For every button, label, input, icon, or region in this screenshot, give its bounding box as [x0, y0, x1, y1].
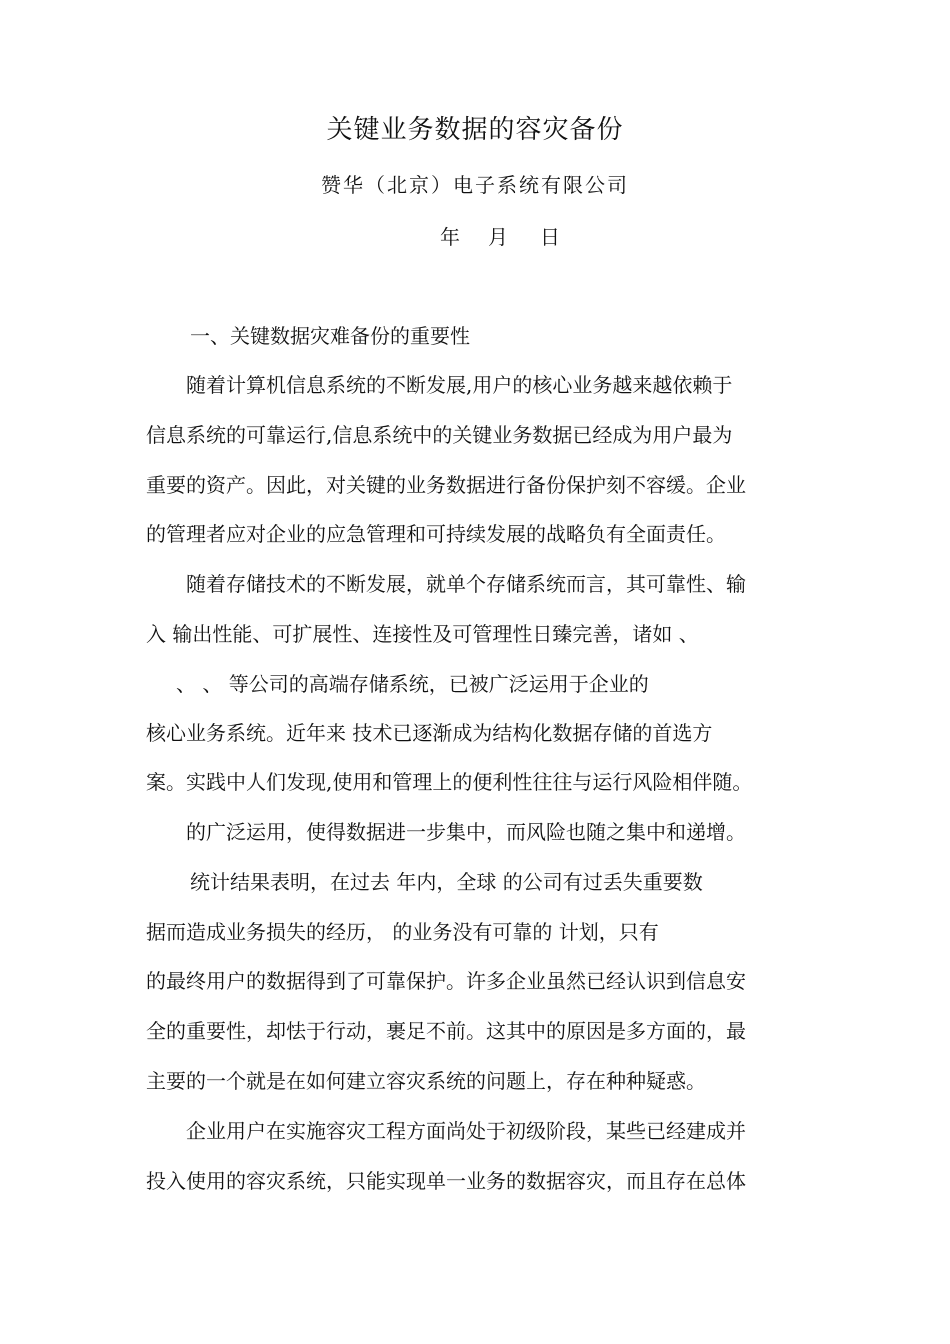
paragraph-line: 案。实践中人们发现,使用和管理上的便利性往往与运行风险相伴随。	[146, 770, 753, 794]
section-heading: 一、关键数据灾难备份的重要性	[190, 324, 470, 348]
date-day-label: 日	[540, 225, 560, 249]
paragraph-line: 全的重要性，却怯于行动，裹足不前。这其中的原因是多方面的，最	[146, 1019, 746, 1043]
paragraph-line: 入 输出性能、可扩展性、连接性及可管理性日臻完善，诸如 、	[146, 622, 699, 646]
date-year-label: 年	[440, 225, 460, 249]
paragraph-line: 随着存储技术的不断发展，就单个存储系统而言，其可靠性、输	[186, 572, 746, 596]
paragraph-line: 重要的资产。因此，对关键的业务数据进行备份保护刻不容缓。企业	[146, 473, 746, 497]
paragraph-line: 信息系统的可靠运行,信息系统中的关键业务数据已经成为用户最为	[146, 423, 733, 447]
paragraph-line: 投入使用的容灾系统，只能实现单一业务的数据容灾，而且存在总体	[146, 1169, 746, 1193]
company-name: 赞华（北京）电子系统有限公司	[321, 173, 629, 197]
document-title: 关键业务数据的容灾备份	[326, 115, 624, 145]
paragraph-line: 核心业务系统。近年来 技术已逐渐成为结构化数据存储的首选方	[146, 721, 713, 745]
paragraph-line: 主要的一个就是在如何建立容灾系统的问题上，存在种种疑惑。	[146, 1069, 706, 1093]
paragraph-line: 的管理者应对企业的应急管理和可持续发展的战略负有全面责任。	[146, 522, 726, 546]
paragraph-line: 企业用户在实施容灾工程方面尚处于初级阶段，某些已经建成并	[186, 1119, 746, 1143]
paragraph-line: 、 、 等公司的高端存储系统，已被广泛运用于企业的	[176, 672, 649, 696]
paragraph-line: 统计结果表明，在过去 年内，全球 的公司有过丢失重要数	[190, 870, 703, 894]
paragraph-line: 的广泛运用，使得数据进一步集中，而风险也随之集中和递增。	[186, 820, 746, 844]
paragraph-line: 随着计算机信息系统的不断发展,用户的核心业务越来越依赖于	[186, 373, 733, 397]
paragraph-line: 的最终用户的数据得到了可靠保护。许多企业虽然已经认识到信息安	[146, 969, 746, 993]
date-month-label: 月	[488, 225, 508, 249]
paragraph-line: 据而造成业务损失的经历， 的业务没有可靠的 计划，只有	[146, 920, 659, 944]
